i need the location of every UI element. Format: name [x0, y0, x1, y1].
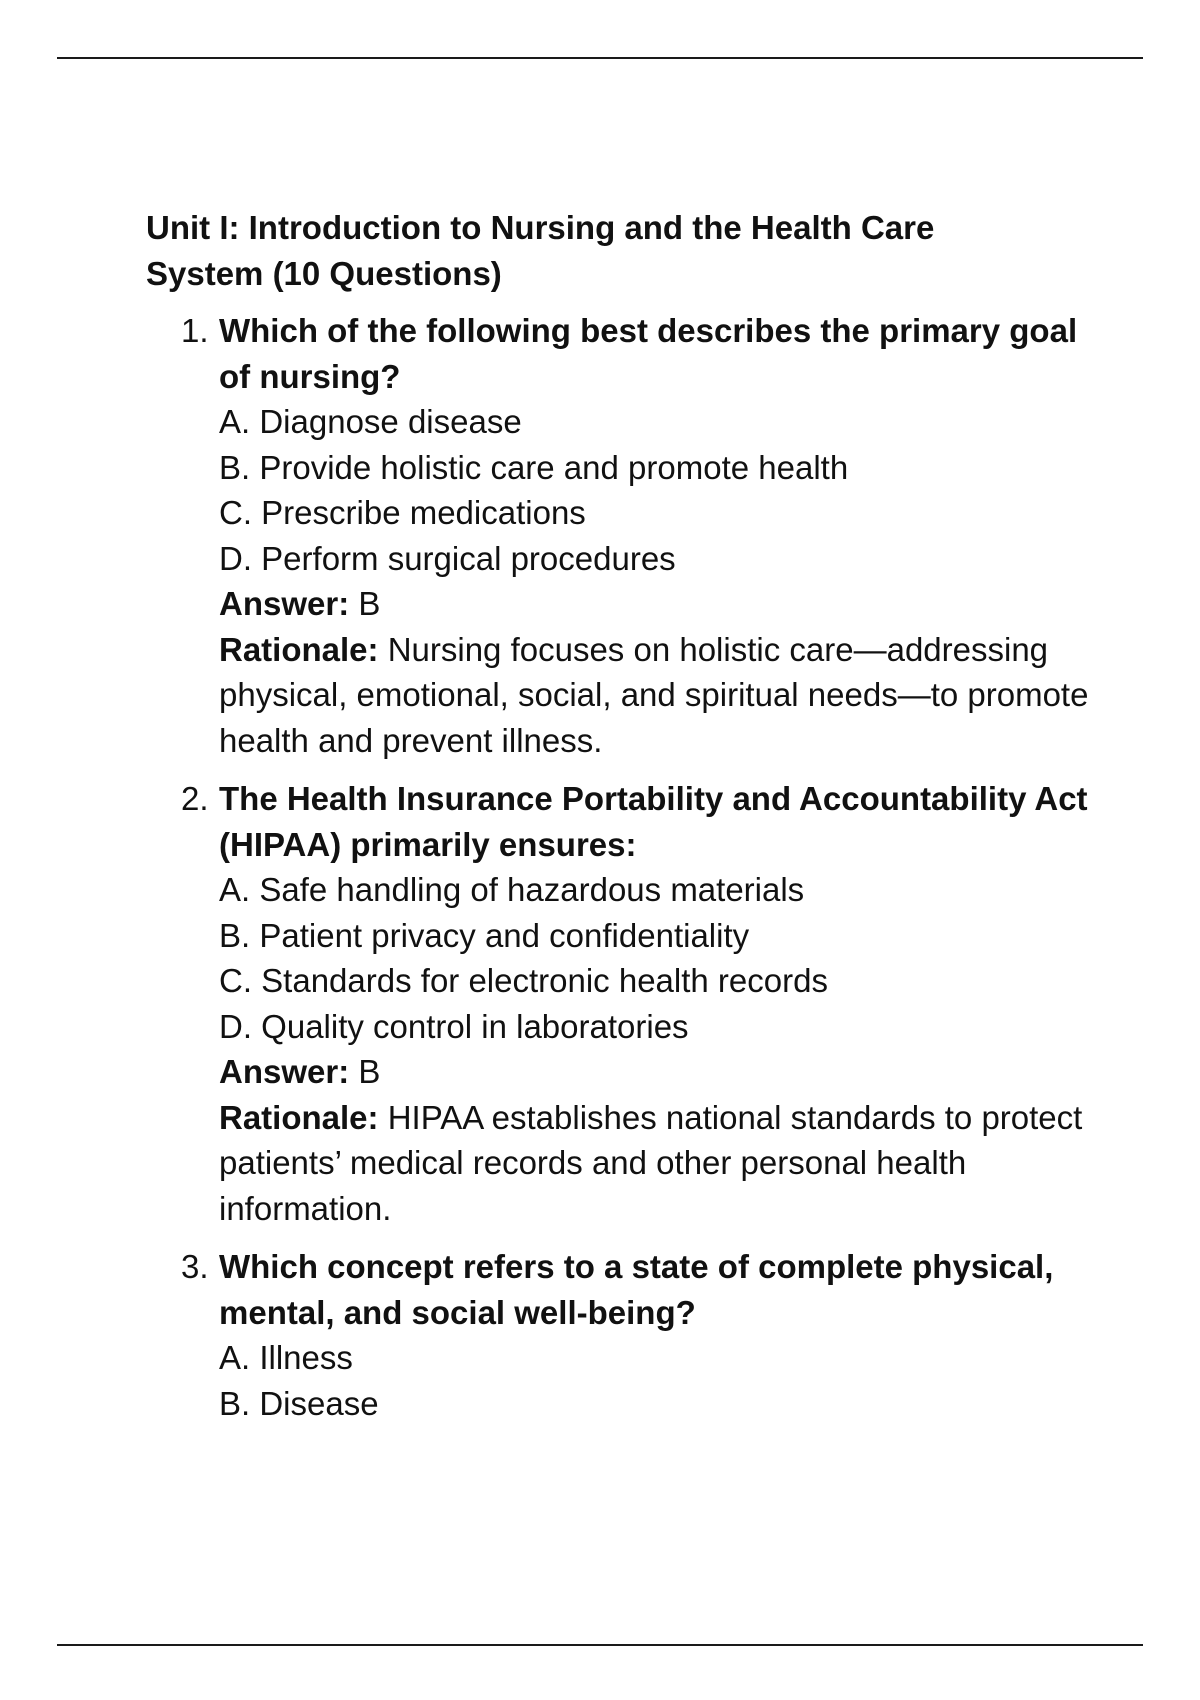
question-number: 1.	[181, 312, 209, 349]
unit-title: Unit I: Introduction to Nursing and the Health Care System (10 Questions)	[146, 209, 935, 292]
document-body	[146, 205, 1106, 1439]
answer-option: B. Disease	[219, 1384, 379, 1422]
answer-label: Answer:	[219, 1053, 350, 1090]
rationale-label: Rationale:	[219, 630, 379, 668]
question-stem: Which of the following best describes the primary goal of nursing?	[219, 312, 1078, 395]
answer-option: D. Perform surgical procedures	[219, 539, 676, 577]
rationale-text: HIPAA establishes national standards to protect patients’ medical records and other personal health information.	[219, 1098, 1083, 1227]
question-1	[146, 308, 1106, 763]
answer-option: A. Diagnose disease	[219, 403, 522, 440]
top-divider	[57, 57, 1143, 59]
question-2	[146, 776, 1106, 1231]
question-3	[146, 1244, 1106, 1426]
question-number: 2.	[181, 780, 209, 817]
question-number: 3.	[181, 1248, 209, 1285]
answer-value: B	[358, 1053, 381, 1090]
question-stem: The Health Insurance Portability and Accountability Act (HIPAA) primarily ensures:	[219, 780, 1088, 863]
answer-option: A. Safe handling of hazardous materials	[219, 871, 805, 908]
answer-option: B. Patient privacy and confidentiality	[219, 916, 750, 954]
bottom-divider	[57, 1644, 1143, 1646]
answer-option: D. Quality control in laboratories	[219, 1007, 689, 1045]
answer-option: A. Illness	[219, 1339, 353, 1376]
answer-line	[219, 581, 1106, 627]
answer-value: B	[358, 585, 381, 622]
question-stem: Which concept refers to a state of complete physical, mental, and social well-being?	[219, 1248, 1054, 1331]
rationale-line	[219, 627, 1106, 764]
rationale-text: Nursing focuses on holistic care—addressing physical, emotional, social, and spiritual needs—to promote health and prevent illness.	[219, 630, 1089, 759]
rationale-label: Rationale:	[219, 1098, 379, 1136]
answer-line	[219, 1049, 1106, 1095]
answer-option: B. Provide holistic care and promote health	[219, 448, 849, 486]
answer-label: Answer:	[219, 585, 350, 622]
answer-option: C. Prescribe medications	[219, 494, 586, 531]
rationale-line	[219, 1095, 1106, 1232]
answer-option: C. Standards for electronic health records	[219, 962, 828, 999]
